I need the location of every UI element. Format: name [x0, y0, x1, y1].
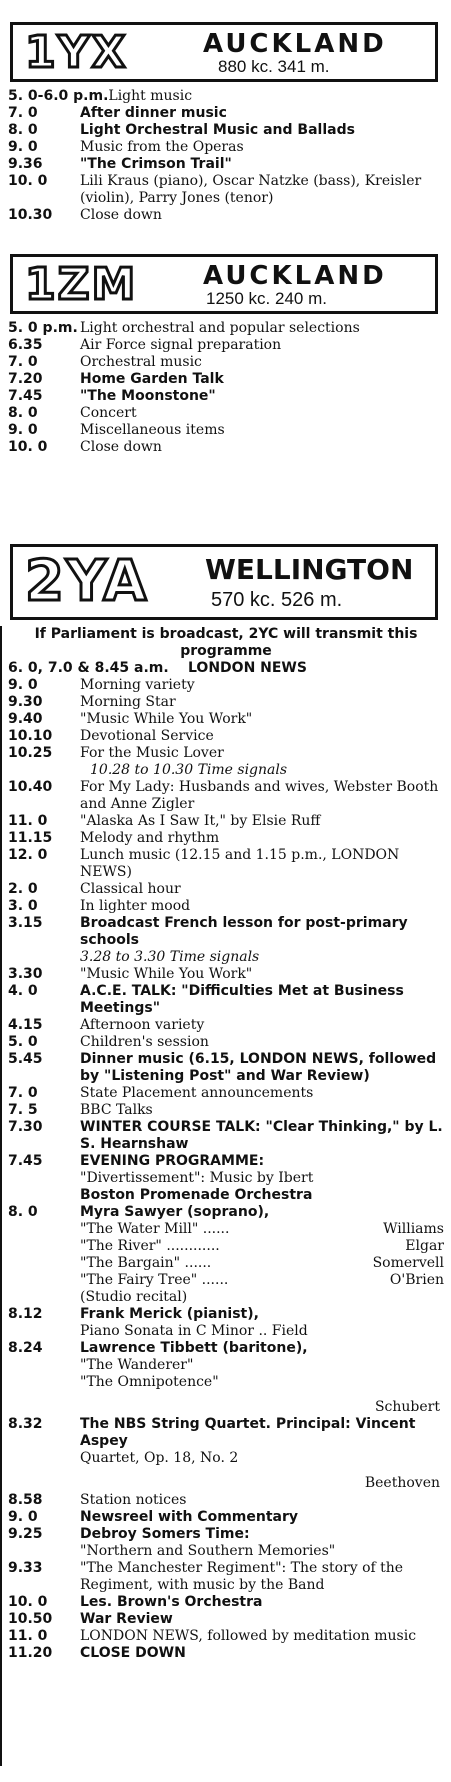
item-composer: Beethoven [364, 1475, 440, 1491]
item-title: Myra Sawyer (soprano), [80, 1204, 270, 1220]
song-title: "The River" ............ [80, 1238, 220, 1254]
time: 7.45 [8, 388, 43, 404]
programme-row [8, 694, 444, 711]
item [80, 1306, 444, 1340]
station-frequency: 1250 kc. 240 m. [206, 289, 327, 308]
programme-row [8, 711, 444, 728]
item [80, 915, 444, 966]
time: 3.15 [8, 915, 43, 931]
item [80, 1526, 444, 1560]
time: 8.58 [8, 1492, 43, 1508]
programme-row [8, 320, 444, 337]
time: 9. 0 [8, 422, 38, 438]
programme-row [8, 1119, 444, 1153]
programme-row [8, 1102, 444, 1119]
item: Devotional Service [80, 728, 214, 744]
item: Lili Kraus (piano), Oscar Natzke (bass), Kreisler (violin), Parry Jones (tenor) [80, 173, 422, 206]
station-city: AUCKLAND [203, 29, 387, 59]
item-title: Lawrence Tibbett (baritone), [80, 1340, 308, 1356]
programme-row [8, 915, 444, 966]
song-title: "The Water Mill" ...... [80, 1221, 230, 1237]
item: Light Orchestral Music and Ballads [80, 122, 355, 138]
item: Light music [108, 88, 193, 104]
station-callsign: 2YA [25, 549, 149, 614]
programme-row [8, 1509, 444, 1526]
item-subline-2: "The Omnipotence" [80, 1374, 219, 1390]
programme-row [8, 1085, 444, 1102]
time: 11.20 [8, 1645, 53, 1661]
item: Miscellaneous items [80, 422, 225, 438]
programme-row [8, 1594, 444, 1611]
programme-row [8, 898, 444, 915]
time: 4.15 [8, 1017, 43, 1033]
programme-row [8, 422, 444, 439]
station-frequency: 570 kc. 526 m. [211, 589, 343, 611]
item: War Review [80, 1611, 173, 1627]
programme-row [8, 847, 444, 881]
item: Station notices [80, 1492, 187, 1508]
song-title: "The Bargain" ...... [80, 1255, 212, 1271]
time: 10.25 [8, 745, 53, 761]
item: BBC Talks [80, 1102, 153, 1118]
programme-row [8, 405, 444, 422]
item: Morning variety [80, 677, 195, 693]
programme-row [8, 830, 444, 847]
time: 7.45 [8, 1153, 43, 1169]
time: 7. 0 [8, 1085, 38, 1101]
item: Afternoon variety [80, 1017, 205, 1033]
programme-row [8, 139, 444, 156]
station-header-2ya [10, 544, 438, 620]
item: For My Lady: Husbands and wives, Webster Booth and Anne Zigler [80, 779, 439, 812]
time: 11.15 [8, 830, 53, 846]
item: WINTER COURSE TALK: "Clear Thinking," by L. S. Hearnshaw [80, 1119, 443, 1152]
time: 11. 0 [8, 1628, 48, 1644]
programme-row [8, 1340, 444, 1416]
programme-row [8, 156, 444, 173]
time: 3.30 [8, 966, 43, 982]
time: 10.10 [8, 728, 53, 744]
item: Orchestral music [80, 354, 202, 370]
programme-row [8, 105, 444, 122]
time: 10.40 [8, 779, 53, 795]
time: 9.40 [8, 711, 43, 727]
programme-row [8, 1526, 444, 1560]
time: 7.20 [8, 371, 43, 387]
item: LONDON NEWS, followed by meditation music [80, 1628, 417, 1644]
item: "Alaska As I Saw It," by Elsie Ruff [80, 813, 321, 829]
station-callsign: 1YX [25, 27, 128, 78]
item: Dinner music (6.15, LONDON NEWS, followed by "Listening Post" and War Review) [80, 1051, 437, 1084]
programme-row [8, 1017, 444, 1034]
time: 7. 0 [8, 105, 38, 121]
programme-row [8, 983, 444, 1017]
time: 5. 0-6.0 p.m. [8, 88, 109, 104]
time: 4. 0 [8, 983, 38, 999]
song-line [80, 1221, 444, 1238]
item [80, 1340, 444, 1416]
programme-row [8, 207, 444, 224]
station-callsign: 1ZM [25, 259, 138, 310]
time: 8.24 [8, 1340, 43, 1356]
programme-row [8, 1416, 444, 1492]
item: Close down [80, 207, 162, 223]
item-title: Frank Merick (pianist), [80, 1306, 259, 1322]
time: 9. 0 [8, 1509, 38, 1525]
song-title: "The Fairy Tree" ...... [80, 1272, 229, 1288]
time: 12. 0 [8, 847, 48, 863]
programme-row [8, 1306, 444, 1340]
programme-row [8, 1645, 444, 1662]
programme-row [8, 371, 444, 388]
item: Air Force signal preparation [80, 337, 282, 353]
programme-row [8, 779, 444, 813]
item: "Music While You Work" [80, 966, 253, 982]
song-composer: Elgar [405, 1238, 444, 1254]
item: Close down [80, 439, 162, 455]
item [80, 1153, 444, 1204]
item [80, 745, 444, 779]
item: "The Manchester Regiment": The story of the Regiment, with music by the Band [80, 1560, 404, 1593]
item-title: For the Music Lover [80, 745, 224, 761]
song-composer: Williams [383, 1221, 444, 1237]
station-header-1zm [10, 254, 438, 314]
time: 5. 0 p.m. [8, 320, 78, 336]
time: 7. 5 [8, 1102, 38, 1118]
time: 10. 0 [8, 1594, 48, 1610]
item: "Music While You Work" [80, 711, 253, 727]
programme-row [8, 1034, 444, 1051]
programme-row [8, 1611, 444, 1628]
time: 9.36 [8, 156, 43, 172]
time: 11. 0 [8, 813, 48, 829]
item: Melody and rhythm [80, 830, 220, 846]
time: 10. 0 [8, 439, 48, 455]
time: 2. 0 [8, 881, 38, 897]
programme-row [8, 728, 444, 745]
station-city: AUCKLAND [203, 261, 387, 291]
parliament-note: If Parliament is broadcast, 2YC will transmit this programme [34, 626, 418, 659]
time: 3. 0 [8, 898, 38, 914]
time: 9. 0 [8, 677, 38, 693]
item-composer: Schubert [374, 1399, 440, 1415]
programme-row [8, 88, 444, 105]
programme-row [8, 1628, 444, 1645]
programme-row [8, 1560, 444, 1594]
time: 9.30 [8, 694, 43, 710]
item-title: EVENING PROGRAMME: [80, 1153, 265, 1169]
programme-row [8, 677, 444, 694]
left-column-rule [0, 626, 2, 1766]
time: 8.32 [8, 1416, 43, 1432]
time: 6.35 [8, 337, 43, 353]
programme-row [8, 745, 444, 779]
song-line [80, 1238, 444, 1255]
item-subline: 10.28 to 10.30 Time signals [90, 762, 288, 778]
item: State Placement announcements [80, 1085, 314, 1101]
programme-list-1zm [8, 320, 444, 456]
item-subline: (Studio recital) [80, 1289, 188, 1305]
item-subline: Piano Sonata in C Minor .. Field [80, 1323, 308, 1339]
item-subline-2: Boston Promenade Orchestra [80, 1187, 313, 1203]
programme-row [8, 439, 444, 456]
item [80, 1416, 444, 1492]
item: "The Moonstone" [80, 388, 216, 404]
time: 9.25 [8, 1526, 43, 1542]
programme-row [8, 173, 444, 207]
programme-row [8, 881, 444, 898]
programme-row [8, 388, 444, 405]
time: 8.12 [8, 1306, 43, 1322]
time: 9.33 [8, 1560, 43, 1576]
programme-row [8, 1153, 444, 1204]
item: Classical hour [80, 881, 181, 897]
programme-list-1yx [8, 88, 444, 224]
time: 8. 0 [8, 405, 38, 421]
programme-row [8, 813, 444, 830]
song-line [80, 1255, 444, 1272]
item: In lighter mood [80, 898, 191, 914]
item: LONDON NEWS [188, 660, 307, 676]
time: 7.30 [8, 1119, 43, 1135]
time: 5. 0 [8, 1034, 38, 1050]
programme-row [8, 337, 444, 354]
programme-list-2ya [8, 626, 444, 1662]
song-line [80, 1272, 444, 1289]
programme-row [8, 354, 444, 371]
item: A.C.E. TALK: "Difficulties Met at Business Meetings" [80, 983, 404, 1016]
time: 10.50 [8, 1611, 53, 1627]
item: Children's session [80, 1034, 209, 1050]
item: After dinner music [80, 105, 227, 121]
programme-row [8, 1204, 444, 1306]
time: 8. 0 [8, 1204, 38, 1220]
item: Concert [80, 405, 137, 421]
programme-row [8, 1492, 444, 1509]
time: 6. 0, 7.0 & 8.45 a.m. [8, 660, 169, 676]
time: 10.30 [8, 207, 53, 223]
item-subline: Quartet, Op. 18, No. 2 [80, 1450, 239, 1466]
item-subline: "Divertissement": Music by Ibert [80, 1170, 314, 1186]
station-frequency: 880 kc. 341 m. [218, 57, 330, 76]
song-composer: Somervell [372, 1255, 444, 1271]
item-subline: "Northern and Southern Memories" [80, 1543, 336, 1559]
item: Morning Star [80, 694, 176, 710]
item: Home Garden Talk [80, 371, 224, 387]
song-composer: O'Brien [389, 1272, 444, 1288]
item: Music from the Operas [80, 139, 244, 155]
station-header-1yx [10, 22, 438, 82]
time: 9. 0 [8, 139, 38, 155]
station-city: WELLINGTON [205, 553, 414, 586]
item: CLOSE DOWN [80, 1645, 186, 1661]
time: 5.45 [8, 1051, 43, 1067]
time: 10. 0 [8, 173, 48, 189]
programme-row [8, 122, 444, 139]
item: Light orchestral and popular selections [80, 320, 360, 336]
programme-row [8, 966, 444, 983]
item: Newsreel with Commentary [80, 1509, 299, 1525]
item-subline: 3.28 to 3.30 Time signals [80, 949, 260, 965]
programme-row [8, 660, 444, 677]
item-title: Debroy Somers Time: [80, 1526, 250, 1542]
item-subline: "The Wanderer" [80, 1357, 194, 1373]
item: Les. Brown's Orchestra [80, 1594, 263, 1610]
item: "The Crimson Trail" [80, 156, 232, 172]
time: 7. 0 [8, 354, 38, 370]
item: Lunch music (12.15 and 1.15 p.m., LONDON NEWS) [80, 847, 400, 880]
item-title: Broadcast French lesson for post-primary schools [80, 915, 408, 948]
item [80, 1204, 444, 1306]
programme-row [8, 1051, 444, 1085]
item-title: The NBS String Quartet. Principal: Vincent Aspey [80, 1416, 416, 1449]
time: 8. 0 [8, 122, 38, 138]
